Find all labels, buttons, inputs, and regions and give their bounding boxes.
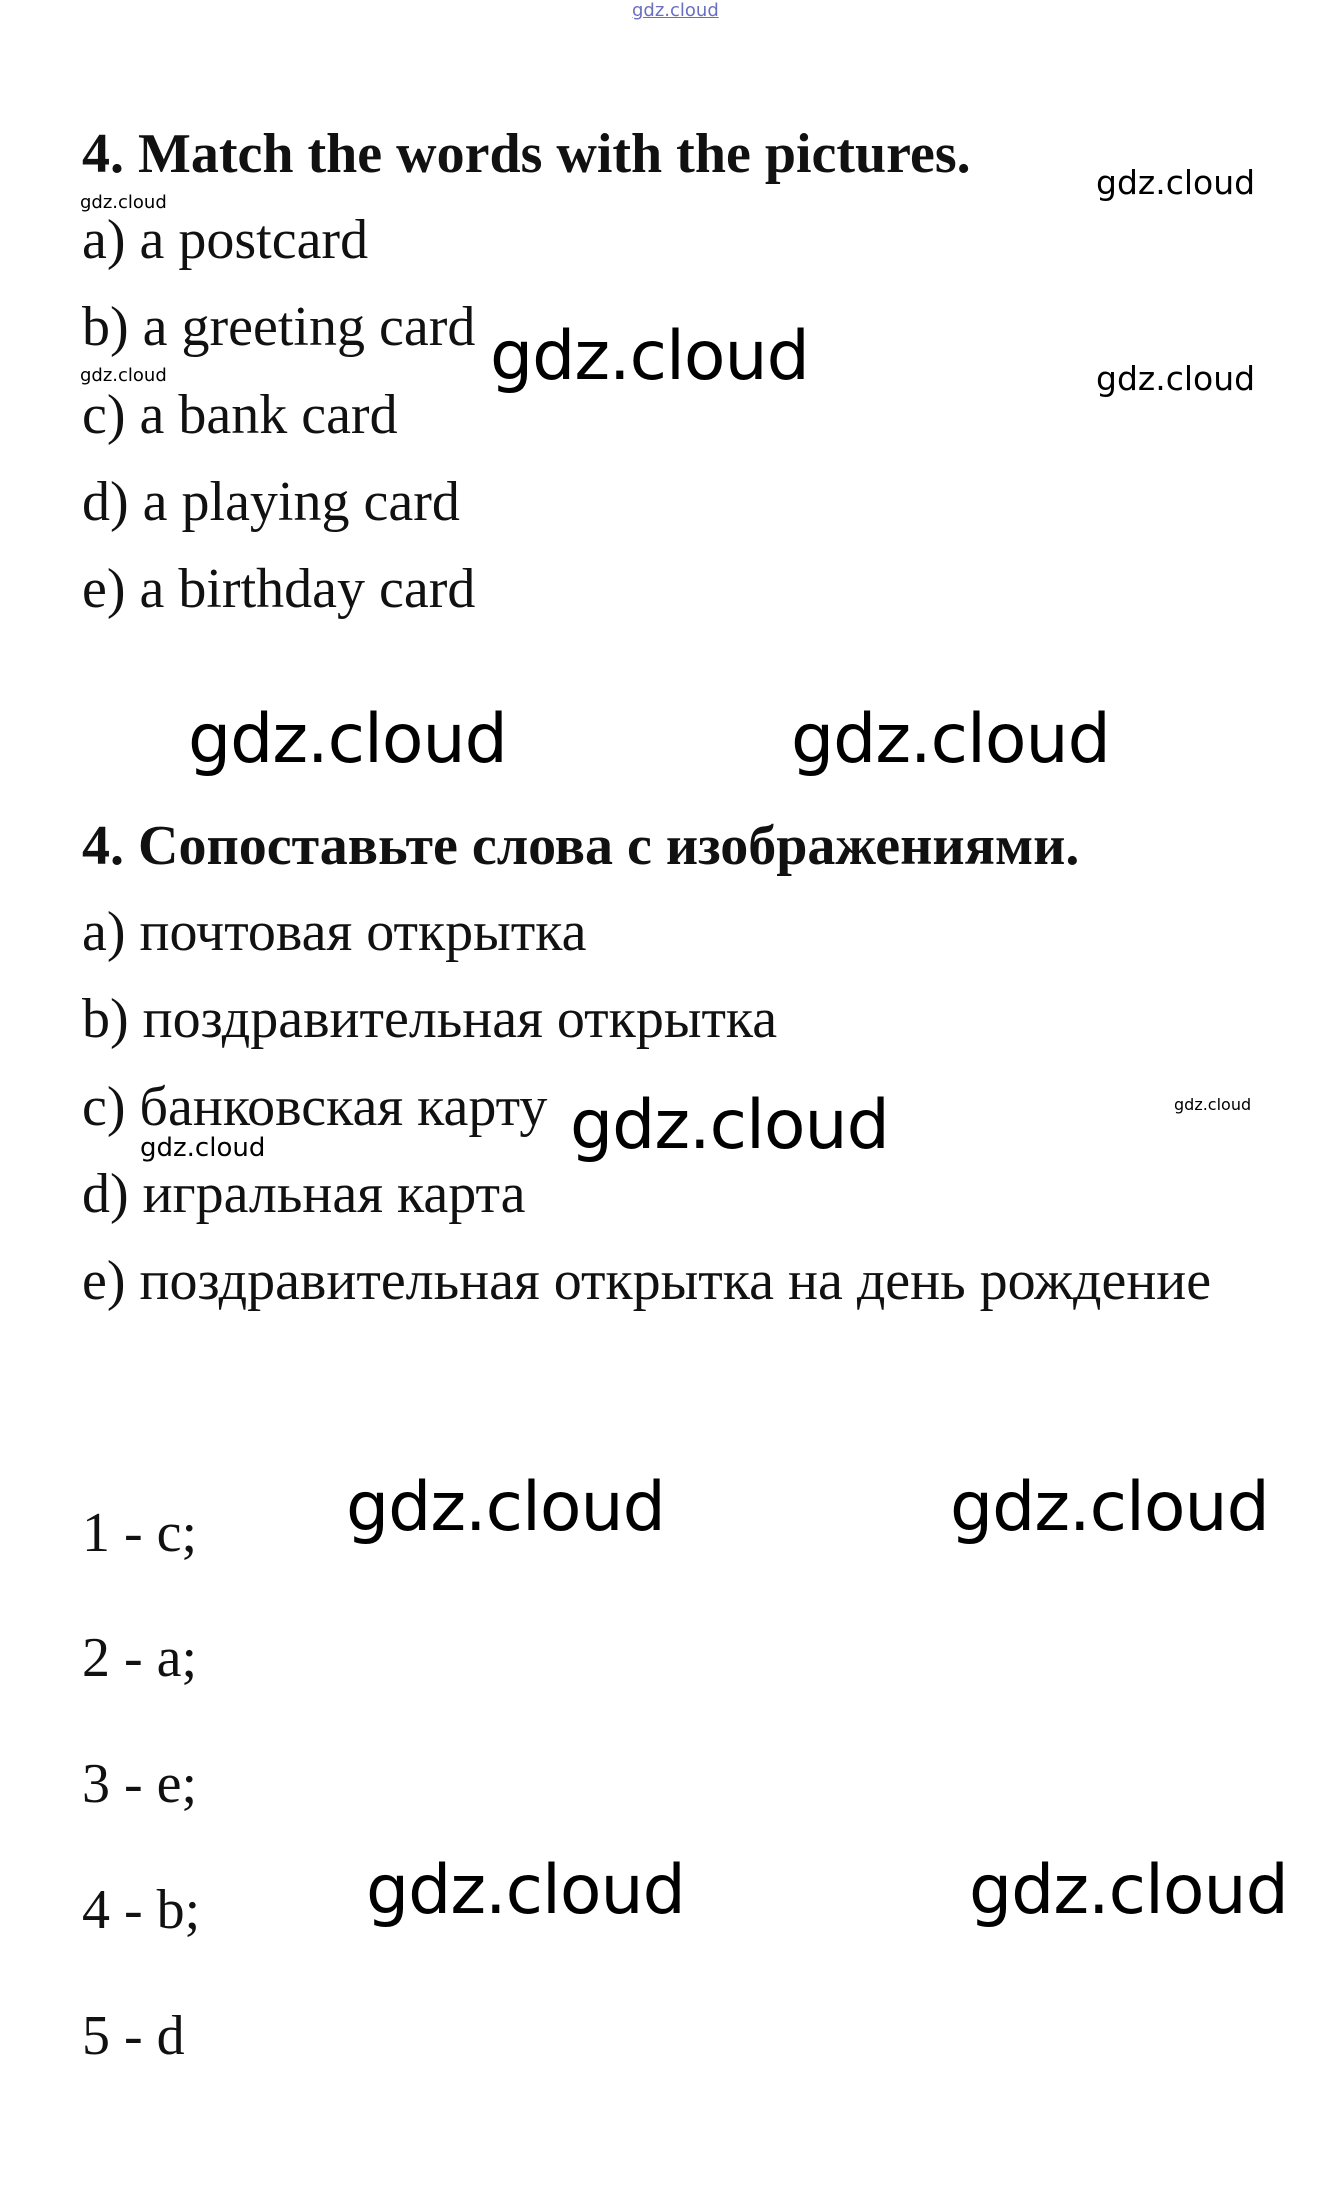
watermark: gdz.cloud bbox=[140, 1133, 266, 1163]
watermark: gdz.cloud bbox=[80, 192, 167, 213]
english-item-d: d) a playing card bbox=[82, 471, 460, 533]
answer-4: 4 - b; bbox=[82, 1879, 201, 1941]
answer-5: 5 - d bbox=[82, 2005, 185, 2067]
watermark: gdz.cloud bbox=[346, 1468, 665, 1547]
english-item-a: a) a postcard bbox=[82, 209, 369, 271]
watermark: gdz.cloud bbox=[1174, 1095, 1252, 1114]
watermark: gdz.cloud bbox=[1096, 359, 1256, 398]
watermark: gdz.cloud bbox=[366, 1851, 685, 1930]
russian-heading: 4. Сопоставьте слова с изображениями. bbox=[82, 815, 1080, 877]
answer-1: 1 - c; bbox=[82, 1502, 198, 1564]
watermark: gdz.cloud bbox=[490, 317, 809, 396]
russian-item-b: b) поздравительная открытка bbox=[82, 988, 778, 1050]
english-item-e: e) a birthday card bbox=[82, 558, 476, 620]
english-item-b: b) a greeting card bbox=[82, 296, 476, 358]
watermark: gdz.cloud bbox=[570, 1086, 889, 1165]
russian-item-a: a) почтовая открытка bbox=[82, 901, 587, 963]
english-heading: 4. Match the words with the pictures. bbox=[82, 123, 971, 185]
russian-item-e: e) поздравительная открытка на день рождение bbox=[82, 1250, 1212, 1312]
answer-2: 2 - a; bbox=[82, 1627, 198, 1689]
russian-item-d: d) игральная карта bbox=[82, 1163, 526, 1225]
watermark: gdz.cloud bbox=[950, 1468, 1269, 1547]
watermark-top: gdz.cloud bbox=[632, 0, 719, 21]
watermark: gdz.cloud bbox=[188, 700, 507, 779]
english-item-c: c) a bank card bbox=[82, 384, 398, 446]
watermark: gdz.cloud bbox=[969, 1851, 1288, 1930]
russian-item-c: c) банковская карту bbox=[82, 1076, 548, 1138]
watermark: gdz.cloud bbox=[791, 700, 1110, 779]
watermark: gdz.cloud bbox=[80, 365, 167, 386]
watermark: gdz.cloud bbox=[1096, 163, 1256, 202]
answer-3: 3 - e; bbox=[82, 1753, 198, 1815]
